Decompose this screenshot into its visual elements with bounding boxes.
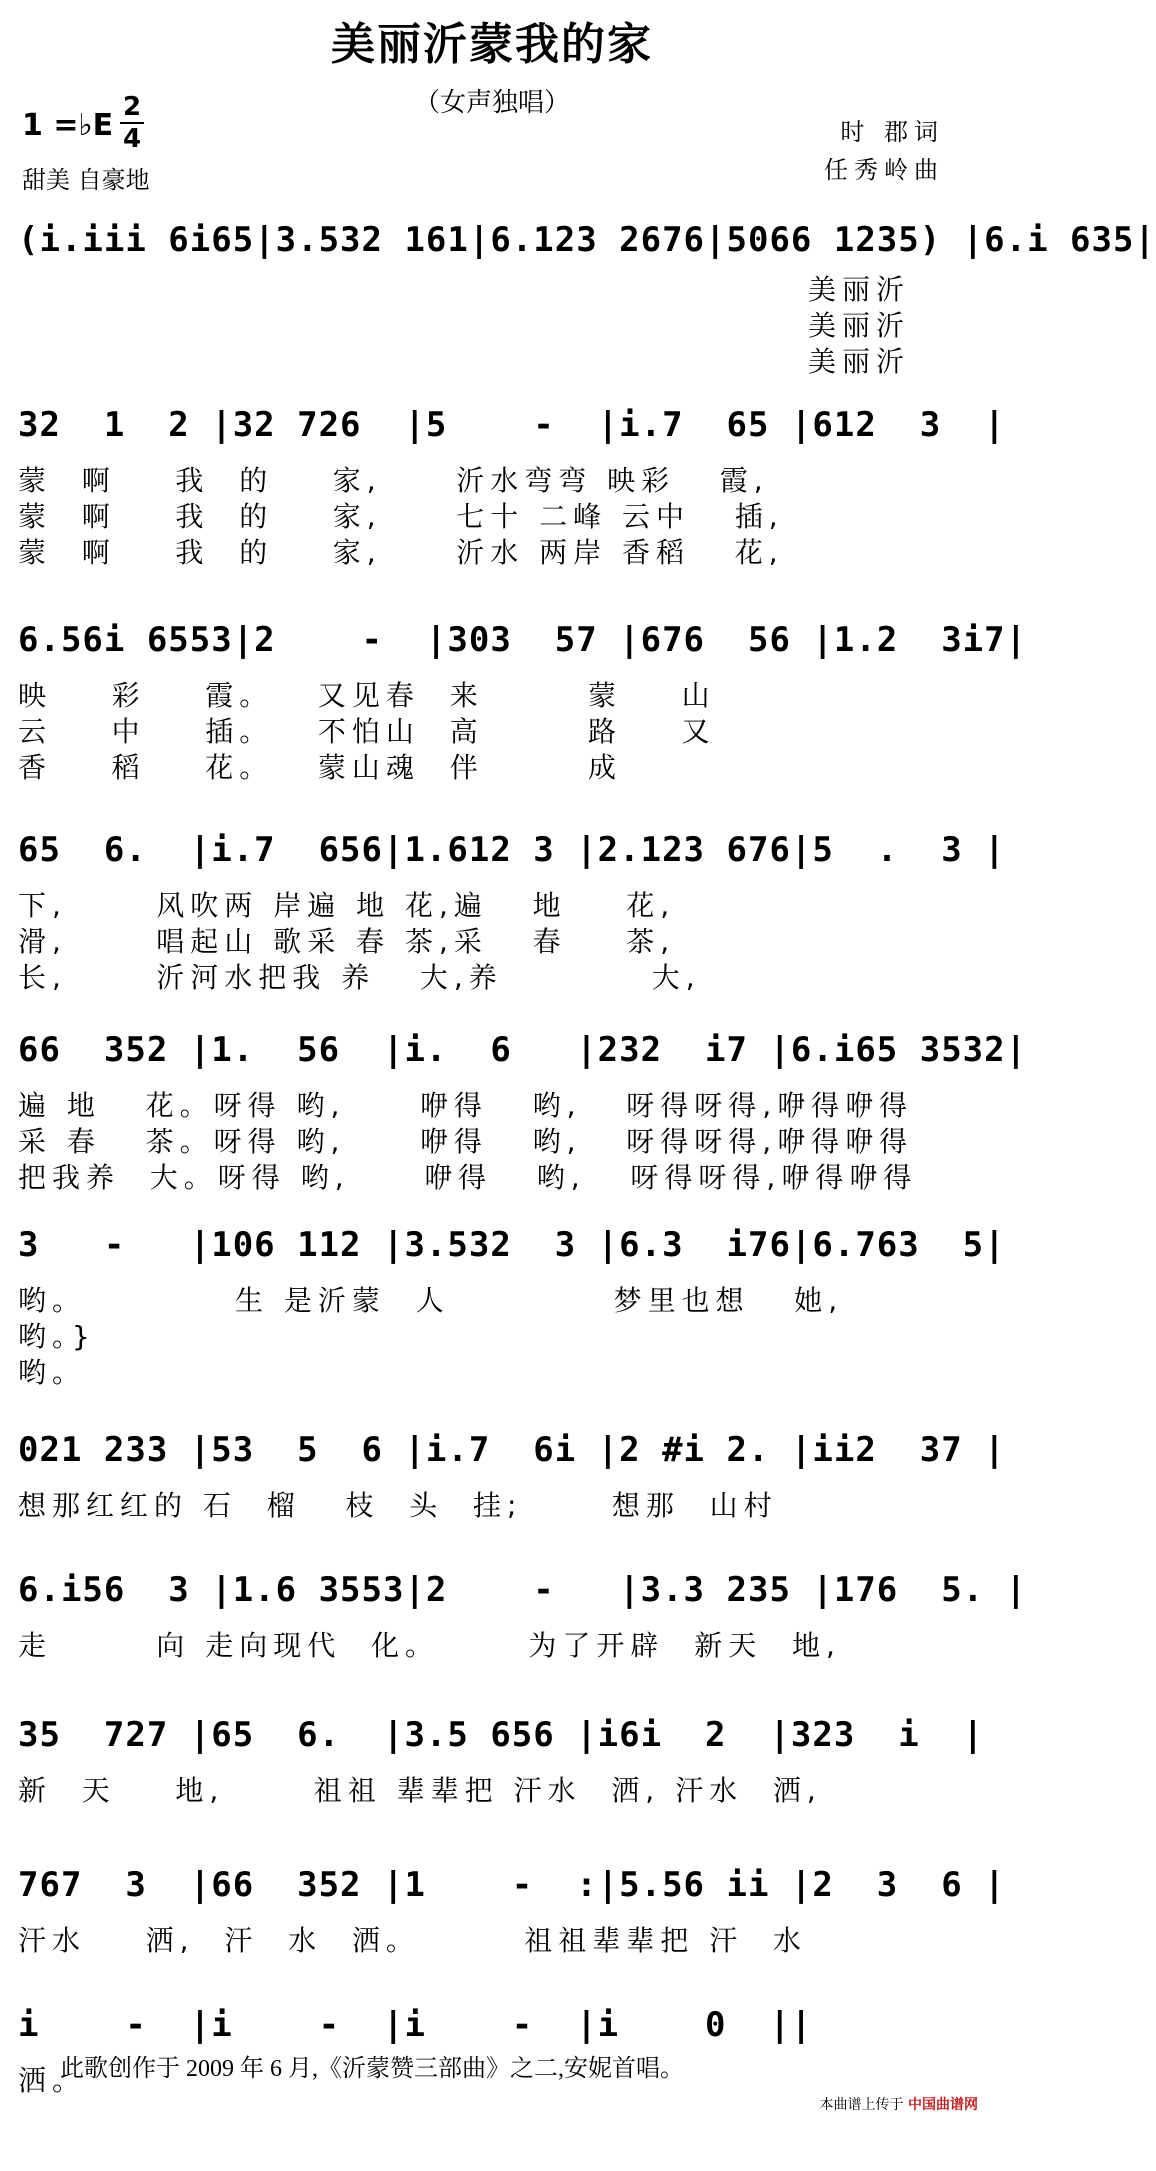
pickup-lyrics: [808, 272, 910, 380]
footer-note: 此歌创作于 2009 年 6 月,《沂蒙赞三部曲》之二,安妮首唱。: [60, 2056, 684, 2082]
score-system: [18, 395, 1006, 571]
score-system: [18, 210, 1156, 386]
upload-badge: [820, 2094, 978, 2114]
notation-line: 35 727 |65 6. |3.5 656 |i6i 2 |323 i |: [18, 1715, 985, 1755]
pickup-lyrics-line: 美丽沂: [808, 345, 911, 378]
lyrics-block: [18, 888, 948, 996]
lyrics-line: 香 稻 花。 蒙山魂 伴 成: [18, 751, 623, 784]
lyrics-line: 哟。 生 是沂蒙 人 梦里也想 她,: [18, 1284, 844, 1317]
lyrics-line: [18, 1959, 948, 1995]
notation-line: 021 233 |53 5 6 |i.7 6i |2 #i 2. |ii2 37 |: [18, 1430, 1006, 1470]
lyrics-line: 哟。: [18, 1356, 87, 1389]
score-system: [18, 610, 1028, 786]
lyrics-line: 洒。: [18, 2064, 87, 2097]
lyrics-line: 走 向 走向现代 化。 为了开辟 新天 地,: [18, 1629, 841, 1662]
song-title: 美丽沂蒙我的家: [331, 19, 653, 70]
lyrics-block: [18, 1088, 948, 1196]
lyrics-line: [18, 2135, 948, 2171]
notation-line: 3 - |106 112 |3.532 3 |6.3 i76|6.763 5|: [18, 1225, 1006, 1265]
notation-line: 6.56i 6553|2 - |303 57 |676 56 |1.2 3i7|: [18, 620, 1028, 660]
lyrics-line: [18, 1809, 948, 1845]
notation-line: 65 6. |i.7 656|1.612 3 |2.123 676|5 . 3 |: [18, 830, 1006, 870]
lyrics-line: 采 春 茶。呀得 哟, 咿得 哟, 呀得呀得,咿得咿得: [18, 1125, 914, 1158]
key-signature: 1 =♭E: [22, 108, 114, 143]
pickup-lyrics-line: 美丽沂: [808, 309, 911, 342]
lyrics-line: 把我养 大。呀得 哟, 咿得 哟, 呀得呀得,咿得咿得: [18, 1161, 918, 1194]
score-system: [18, 1020, 1028, 1196]
time-signature: [120, 92, 144, 154]
upload-badge-prefix: 本曲谱上传于: [819, 2097, 904, 2113]
composer-credit: 任秀岭曲: [824, 156, 944, 184]
lyrics-line: 哟。}: [18, 1320, 96, 1353]
lyrics-block: [18, 678, 948, 786]
time-signature-top: 2: [122, 92, 142, 122]
lyrics-line: 新 天 地, 祖祖 辈辈把 汗水 洒, 汗水 洒,: [18, 1774, 822, 1807]
song-subtitle: （女声独唱）: [413, 88, 570, 118]
lyrics-line: 云 中 插。 不怕山 高 路 又: [18, 715, 716, 748]
pickup-lyrics-line: 美丽沂: [808, 273, 911, 306]
lyrics-line: [18, 1524, 948, 1560]
lyrics-block: [18, 1283, 948, 1391]
score-system: [18, 1215, 1006, 1391]
notation-line: 767 3 |66 352 |1 - :|5.56 ii |2 3 6 |: [18, 1865, 1006, 1905]
notation-line: i - |i - |i - |i 0 ||: [18, 2005, 813, 2045]
lyrics-line: 映 彩 霞。 又见春 来 蒙 山: [18, 679, 716, 712]
lyrics-line: 遍 地 花。呀得 哟, 咿得 哟, 呀得呀得,咿得咿得: [18, 1089, 914, 1122]
score-system: [18, 1995, 948, 2171]
notation-line: 66 352 |1. 56 |i. 6 |232 i7 |6.i65 3532|: [18, 1030, 1028, 1070]
lyrics-line: 汗水 洒, 汗 水 洒。 祖祖辈辈把 汗 水: [18, 1924, 807, 1957]
lyrics-line: 蒙 啊 我 的 家, 七十 二峰 云中 插,: [18, 500, 784, 533]
lyrics-block: [18, 463, 948, 571]
lyrics-line: [18, 1664, 948, 1700]
lyricist-credit: 时 郡词: [840, 118, 944, 146]
lyrics-line: [18, 2099, 948, 2135]
lyrics-line: 想那红红的 石 榴 枝 头 挂; 想那 山村: [18, 1489, 778, 1522]
score-system: [18, 820, 1006, 996]
notation-line: (i.iii 6i65|3.532 161|6.123 2676|5066 1235) |6.i 635|: [18, 220, 1156, 260]
notation-line: 6.i56 3 |1.6 3553|2 - |3.3 235 |176 5. |: [18, 1570, 1028, 1610]
lyrics-line: 滑, 唱起山 歌采 春 茶,采 春 茶,: [18, 925, 676, 958]
lyrics-line: 蒙 啊 我 的 家, 沂水 两岸 香稻 花,: [18, 536, 784, 569]
upload-badge-site: 中国曲谱网: [908, 2097, 978, 2113]
lyrics-line: 下, 风吹两 岸遍 地 花,遍 地 花,: [18, 889, 676, 922]
lyrics-line: 长, 沂河水把我 养 大,养 大,: [18, 961, 701, 994]
lyrics-line: 蒙 啊 我 的 家, 沂水弯弯 映彩 霞,: [18, 464, 769, 497]
notation-line: 32 1 2 |32 726 |5 - |i.7 65 |612 3 |: [18, 405, 1006, 445]
time-signature-bottom: 4: [122, 124, 142, 154]
tempo-marking: 甜美 自豪地: [22, 166, 150, 194]
